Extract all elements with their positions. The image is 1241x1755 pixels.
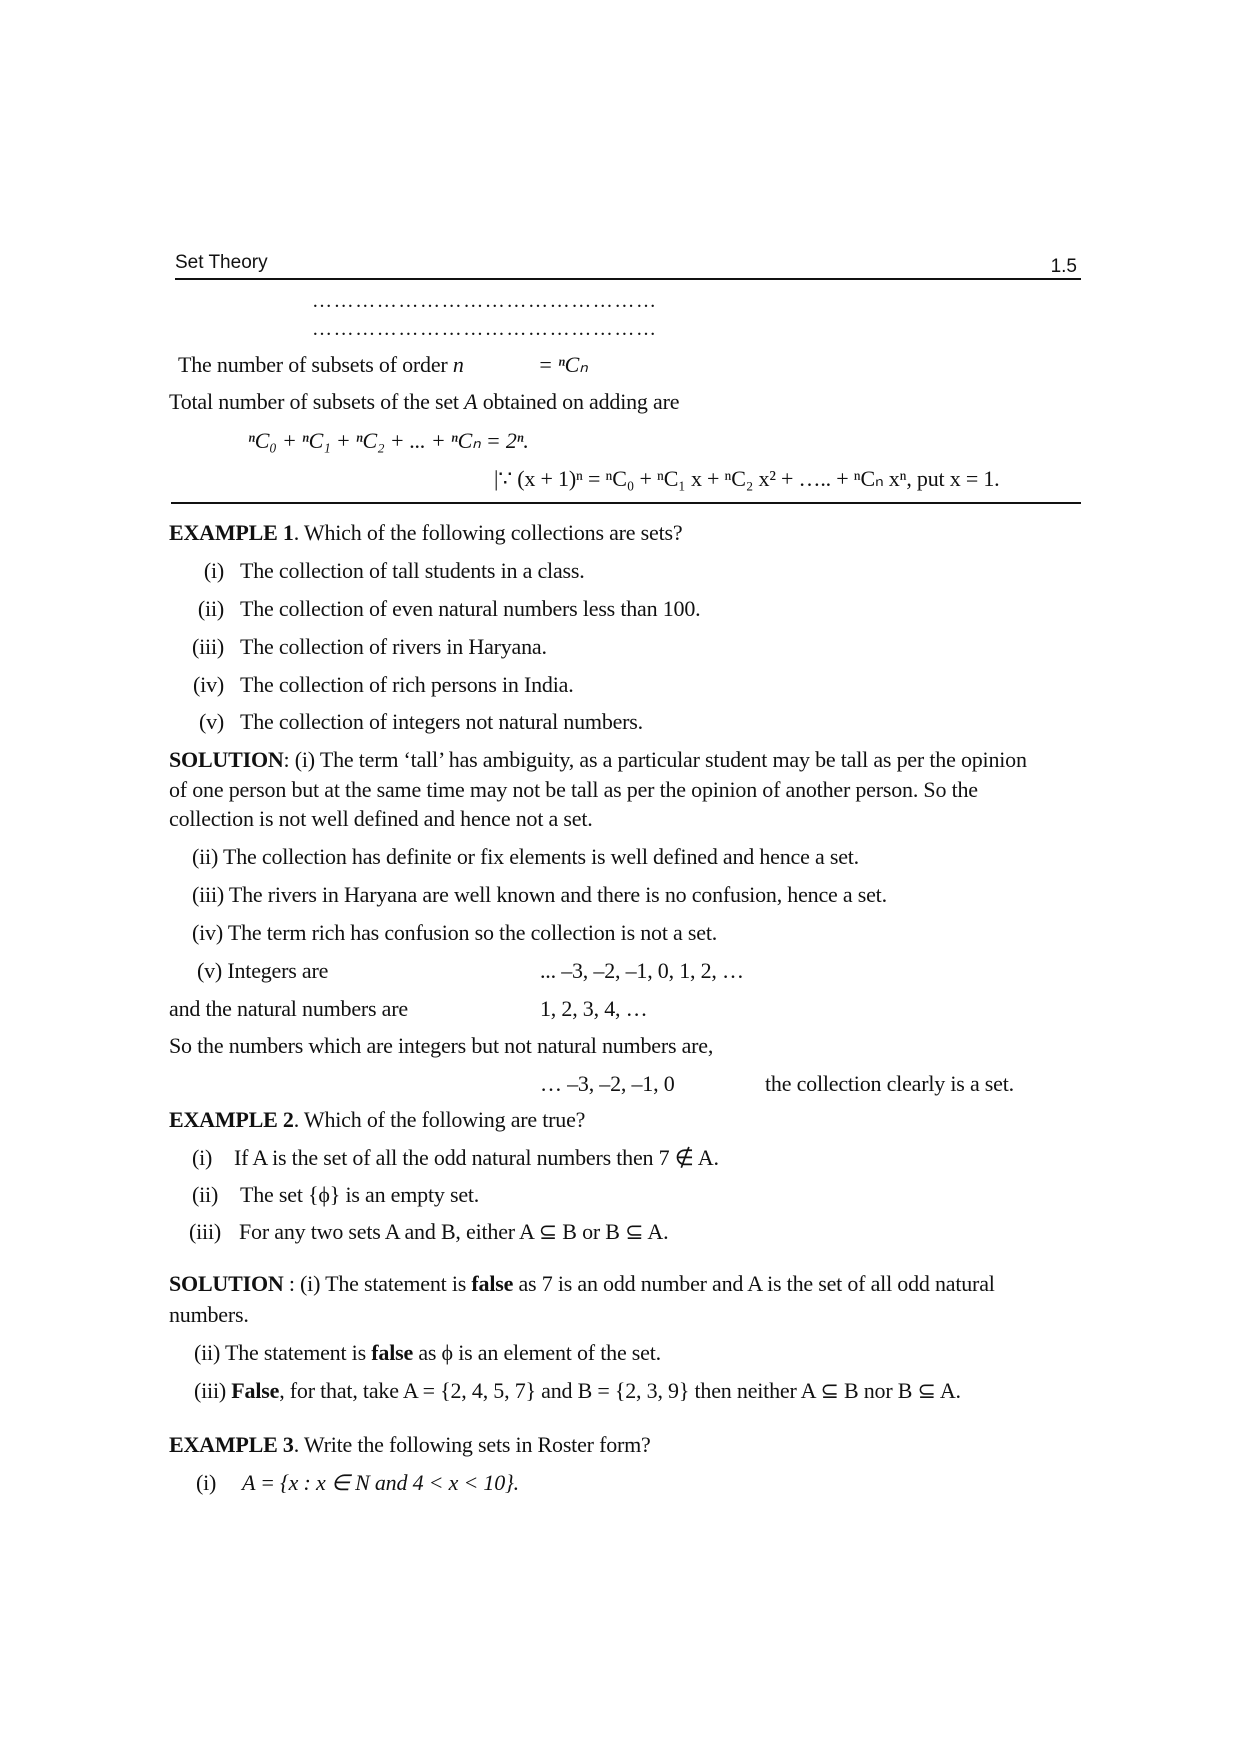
naturals-list: 1, 2, 3, 4, … [540,996,648,1021]
item-number: (i) [203,558,224,583]
sum-formula: ⁿC₀ + ⁿC₁ + ⁿC₂ + ... + ⁿCₙ = 2ⁿ. [248,428,529,453]
item-text: A = {x : x ∈ N and 4 < x < 10}. [242,1470,519,1495]
solution-label: SOLUTION [169,1271,284,1296]
example-question: . Which of the following collections are sets? [293,520,683,545]
subsets-order-n-line [178,352,464,378]
solution-text: : (i) The term ‘tall’ has ambiguity, as a particular student may be tall as per the opinion [283,747,1027,772]
item-text: The collection of rich persons in India. [240,672,574,697]
emphasis: false [471,1271,514,1296]
list-item [166,596,700,622]
solution-text: collection is not well defined and hence not a set. [169,806,593,831]
solution-item [194,1378,961,1404]
ellipsis-line: ………………………………………… [312,318,658,340]
subsets-order-n-value: = ⁿCₙ [538,352,588,377]
list-item [166,672,574,698]
item-number: (iii) [189,1219,221,1244]
item-text: The set {ϕ} is an empty set. [240,1182,480,1207]
item-number: (i) [196,1470,217,1495]
item-number: (ii) [192,1182,219,1207]
part-v-label: (v) Integers are [197,958,329,983]
solution-item: (iv) The term rich has confusion so the collection is not a set. [192,920,718,945]
example-label: EXAMPLE 3 [169,1432,294,1457]
item-number: (iv) [193,672,224,697]
running-title: Set Theory [175,252,268,273]
item-text: The collection of even natural numbers less than 100. [240,596,701,621]
item-number: (v) [198,709,224,734]
conclusion-intro: So the numbers which are integers but not natural numbers are, [169,1033,714,1058]
list-item [192,1145,719,1171]
binomial-note: |∵ (x + 1)ⁿ = ⁿC₀ + ⁿC₁ x + ⁿC₂ x² + ….. + ⁿCₙ xⁿ, put x = 1. [494,466,1000,491]
solution-text: (iii) [194,1378,232,1403]
solution-text: as 7 is an odd number and A is the set of all odd natural [513,1271,995,1296]
page-number: 1.5 [1050,256,1077,277]
result-list: … –3, –2, –1, 0 [540,1071,675,1096]
example-question: . Which of the following are true? [293,1107,586,1132]
solution-item: (iii) The rivers in Haryana are well known and there is no confusion, hence a set. [192,882,887,907]
item-number: (i) [192,1145,213,1170]
item-text: If A is the set of all the odd natural numbers then 7 ∉ A. [234,1145,719,1170]
solution-text: (ii) The statement is [194,1340,372,1365]
total-subsets-line [169,389,679,415]
example-3-heading [169,1432,651,1458]
running-header [175,250,1081,280]
solution-label: SOLUTION [169,747,284,772]
solution-text: of one person but at the same time may not be tall as per the opinion of another person. So the [169,777,978,802]
item-text: For any two sets A and B, either A ⊆ B or B ⊆ A. [239,1219,669,1244]
list-item [166,709,643,735]
example-label: EXAMPLE 2 [169,1107,294,1132]
item-number: (iii) [192,634,224,659]
solution-1-line [169,747,1027,773]
example-label: EXAMPLE 1 [169,520,294,545]
solution-text: : (i) The statement is [283,1271,472,1296]
list-item [166,634,547,660]
emphasis: False [231,1378,280,1403]
conclusion-text: the collection clearly is a set. [765,1071,1014,1096]
solution-item [194,1340,661,1366]
section-divider [171,502,1081,504]
solution-2-line [169,1271,995,1297]
text: obtained on adding are [482,389,680,414]
solution-item: (ii) The collection has definite or fix elements is well defined and hence a set. [192,844,859,869]
item-number: (ii) [197,596,224,621]
item-text: The collection of integers not natural numbers. [240,709,643,734]
item-text: The collection of rivers in Haryana. [240,634,547,659]
example-2-heading [169,1107,585,1133]
math-var: A [464,389,478,414]
example-1-heading [169,520,682,546]
naturals-label: and the natural numbers are [169,996,408,1021]
integers-list: ... –3, –2, –1, 0, 1, 2, … [540,958,744,983]
emphasis: false [371,1340,414,1365]
item-text: The collection of tall students in a class. [240,558,585,583]
list-item [189,1219,668,1245]
list-item [192,1182,479,1208]
math-var: n [452,352,464,377]
text: Total number of subsets of the set [169,389,459,414]
example-question: . Write the following sets in Roster form? [293,1432,651,1457]
solution-text: numbers. [169,1302,249,1327]
solution-text: , for that, take A = {2, 4, 5, 7} and B = {2, 3, 9} then neither A ⊆ B nor B ⊆ A. [279,1378,961,1403]
text: The number of subsets of order [178,352,448,377]
list-item [196,1470,519,1496]
solution-text: as ϕ is an element of the set. [413,1340,661,1365]
ellipsis-line: ………………………………………… [312,290,658,312]
list-item [166,558,585,584]
